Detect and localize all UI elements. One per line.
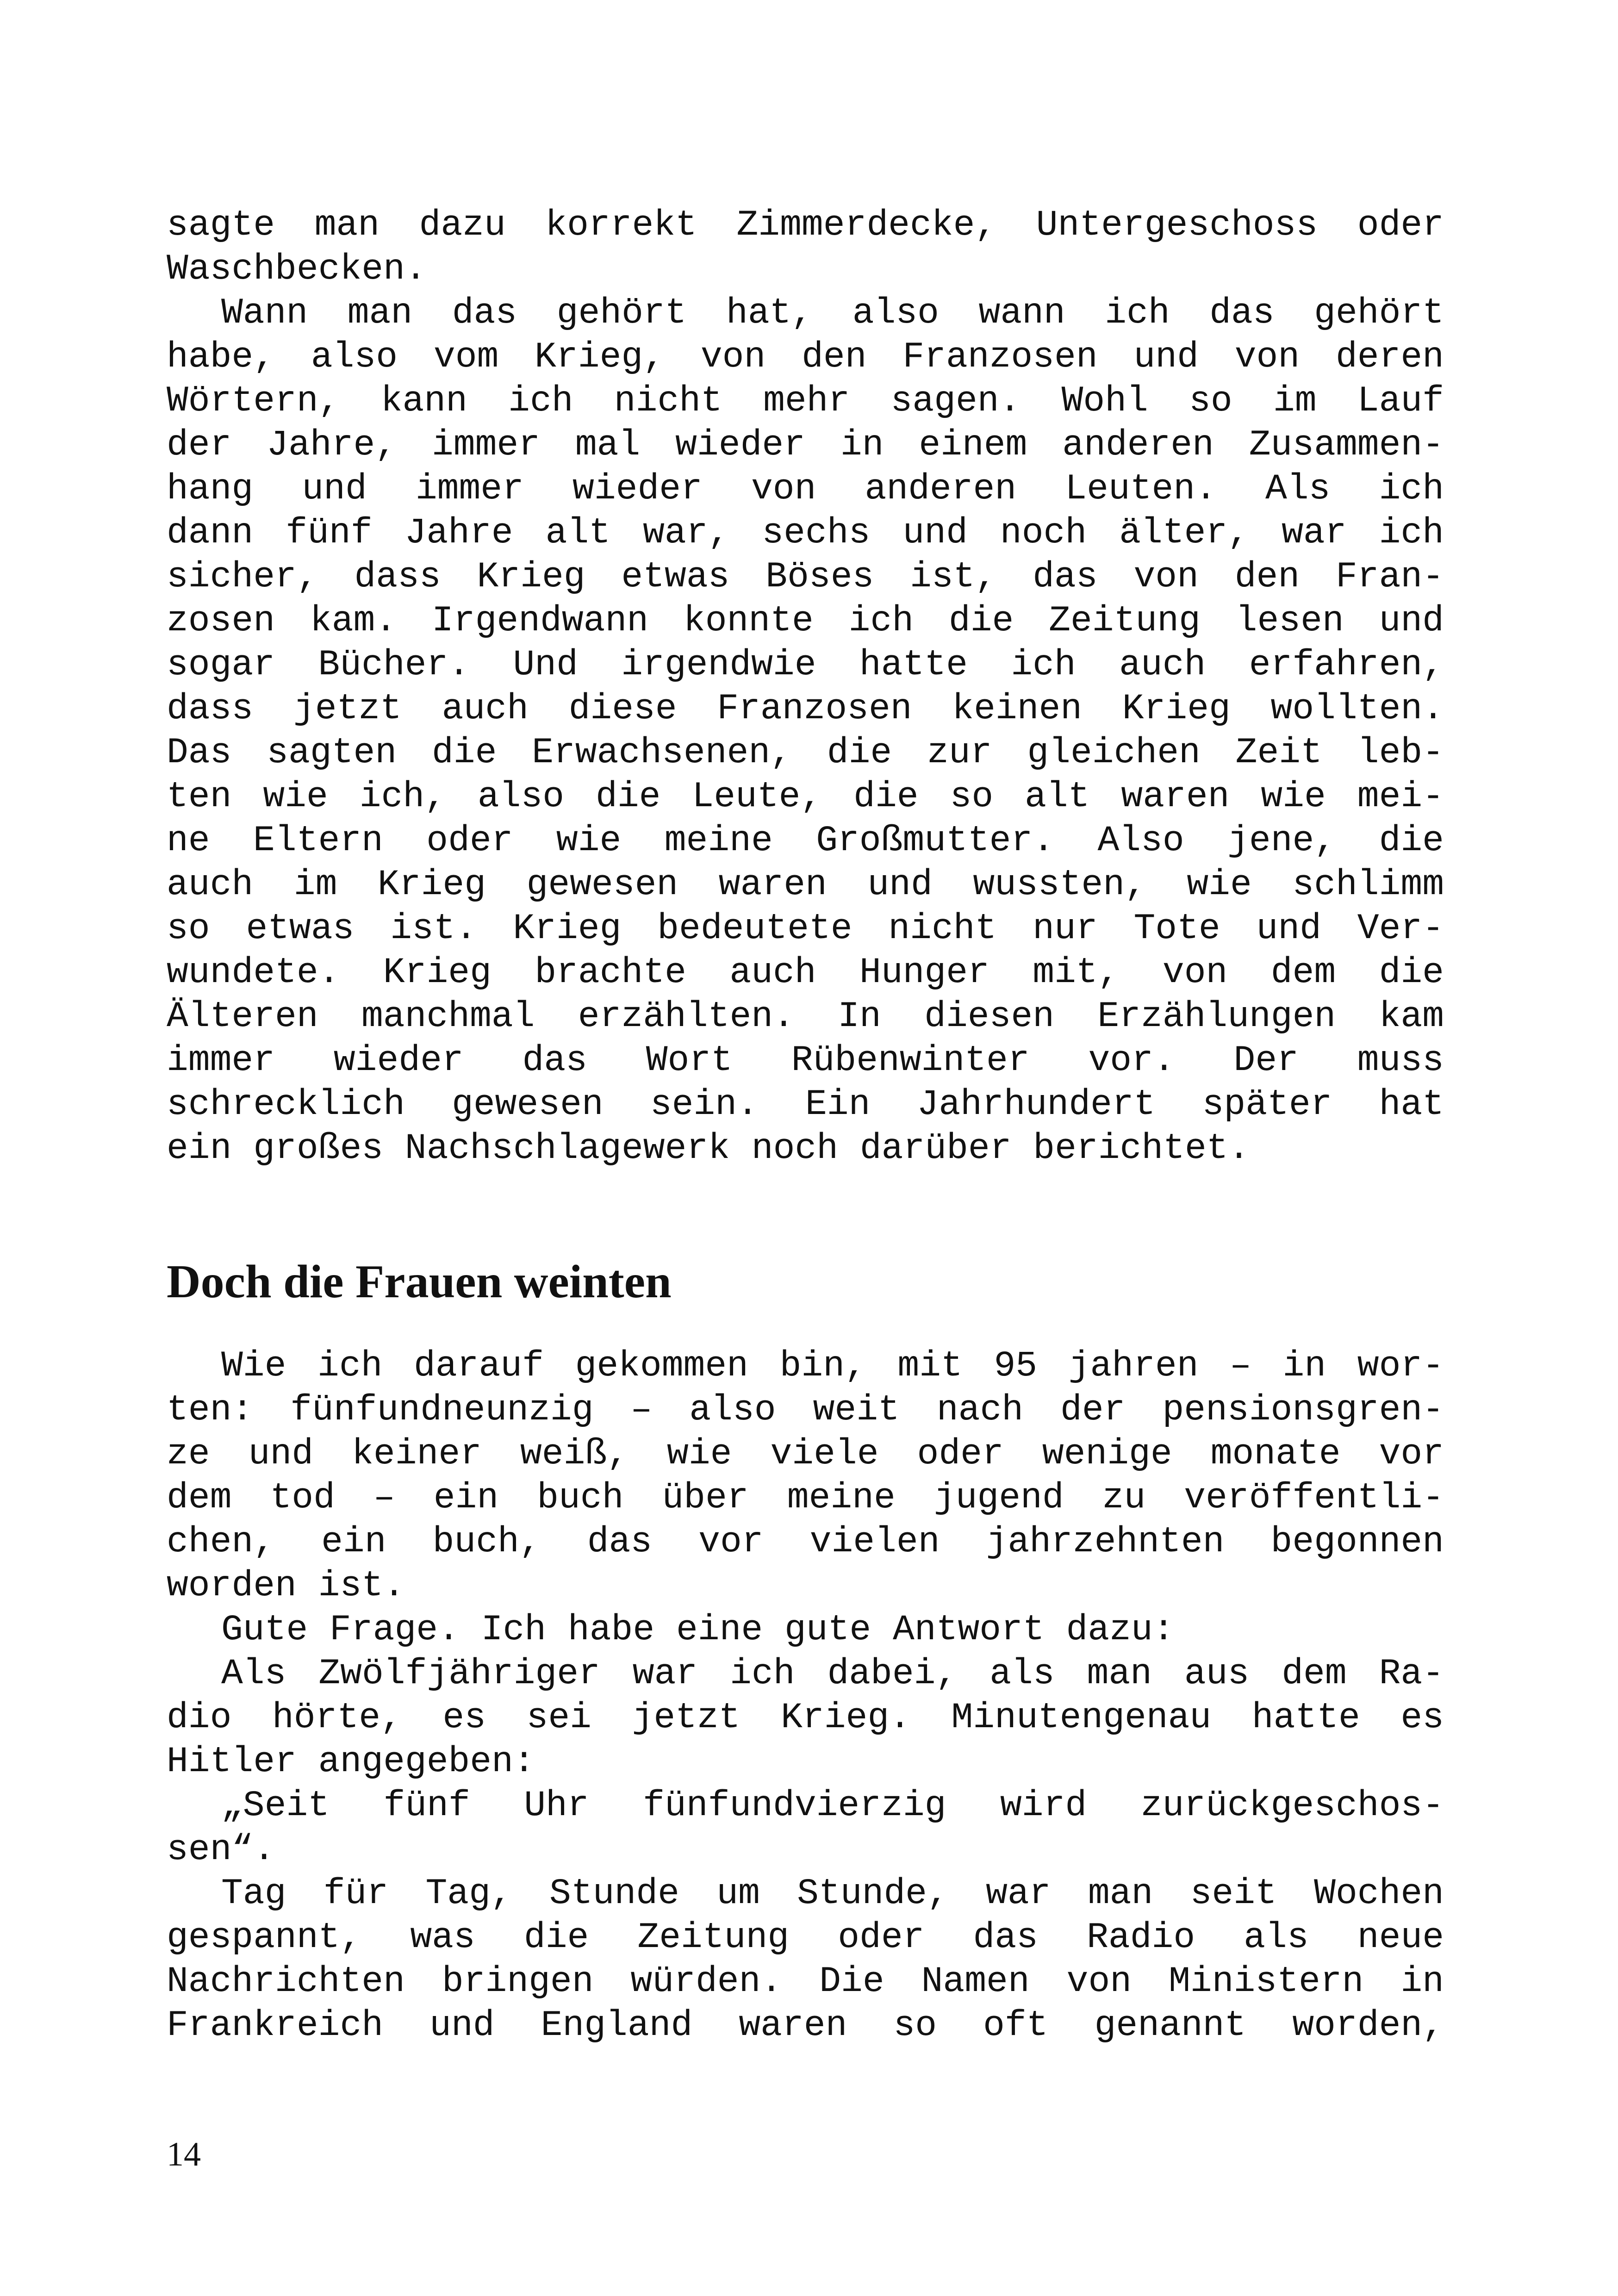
text-line: chen, ein buch, das vor vielen jahrzehnten begonnen bbox=[167, 1522, 1444, 1562]
text-line: Gute Frage. Ich habe eine gute Antwort dazu: bbox=[221, 1610, 1175, 1650]
text-line: ein großes Nachschlagewerk noch darüber berichtet. bbox=[167, 1128, 1250, 1169]
text-line: Älteren manchmal erzählten. In diesen Erzählungen kam bbox=[167, 996, 1444, 1037]
text-line: sogar Bücher. Und irgendwie hatte ich auch erfahren, bbox=[167, 645, 1444, 685]
text-line: gespannt, was die Zeitung oder das Radio als neue bbox=[167, 1917, 1444, 1958]
text-line: schrecklich gewesen sein. Ein Jahrhundert später hat bbox=[167, 1084, 1444, 1125]
text-line: habe, also vom Krieg, von den Franzosen und von deren bbox=[167, 337, 1444, 378]
text-line: dass jetzt auch diese Franzosen keinen Krieg wollten. bbox=[167, 689, 1444, 729]
text-line: Wörtern, kann ich nicht mehr sagen. Wohl so im Lauf bbox=[167, 381, 1444, 422]
text-line: Als Zwölfjähriger war ich dabei, als man aus dem Ra- bbox=[221, 1654, 1444, 1694]
text-line: ne Eltern oder wie meine Großmutter. Also jene, die bbox=[167, 821, 1444, 861]
page-number: 14 bbox=[167, 2135, 201, 2173]
text-line: sicher, dass Krieg etwas Böses ist, das von den Fran- bbox=[167, 557, 1444, 597]
text-line: Nachrichten bringen würden. Die Namen von Ministern in bbox=[167, 1961, 1444, 2002]
text-line: so etwas ist. Krieg bedeutete nicht nur Tote und Ver- bbox=[167, 908, 1444, 949]
text-line: Tag für Tag, Stunde um Stunde, war man seit Wochen bbox=[221, 1873, 1444, 1914]
text-line: dio hörte, es sei jetzt Krieg. Minutengenau hatte es bbox=[167, 1698, 1444, 1738]
text-line: Das sagten die Erwachsenen, die zur gleichen Zeit leb- bbox=[167, 733, 1444, 773]
text-line: ten wie ich, also die Leute, die so alt waren wie mei- bbox=[167, 777, 1444, 817]
text-line: ten: fünfundneunzig – also weit nach der pensionsgren- bbox=[167, 1390, 1444, 1431]
text-line: wundete. Krieg brachte auch Hunger mit, von dem die bbox=[167, 952, 1444, 993]
text-line: „Seit fünf Uhr fünfundvierzig wird zurückgeschos- bbox=[221, 1786, 1444, 1826]
text-line: Wie ich darauf gekommen bin, mit 95 jahren – in wor- bbox=[221, 1346, 1444, 1387]
text-line: Frankreich und England waren so oft genannt worden, bbox=[167, 2005, 1444, 2046]
text-line: auch im Krieg gewesen waren und wussten, wie schlimm bbox=[167, 865, 1444, 905]
text-line: Wann man das gehört hat, also wann ich das gehört bbox=[221, 293, 1444, 334]
section-heading: Doch die Frauen weinten bbox=[167, 1256, 672, 1308]
text-line: Hitler angegeben: bbox=[167, 1742, 535, 1782]
paragraph-block-2 bbox=[167, 1344, 1444, 2048]
text-line: der Jahre, immer mal wieder in einem anderen Zusammen- bbox=[167, 425, 1444, 466]
text-line: ze und keiner weiß, wie viele oder wenige monate vor bbox=[167, 1434, 1444, 1475]
text-line: dem tod – ein buch über meine jugend zu veröffentli- bbox=[167, 1478, 1444, 1518]
paragraph-block-1 bbox=[167, 204, 1444, 1171]
text-line: worden ist. bbox=[167, 1566, 405, 1606]
text-line: Waschbecken. bbox=[167, 249, 427, 290]
text-line: sen“. bbox=[167, 1829, 275, 1870]
text-line: immer wieder das Wort Rübenwinter vor. Der muss bbox=[167, 1040, 1444, 1081]
text-line: zosen kam. Irgendwann konnte ich die Zeitung lesen und bbox=[167, 601, 1444, 641]
text-line: sagte man dazu korrekt Zimmerdecke, Untergeschoss oder bbox=[167, 205, 1444, 246]
text-line: hang und immer wieder von anderen Leuten. Als ich bbox=[167, 469, 1444, 510]
text-line: dann fünf Jahre alt war, sechs und noch älter, war ich bbox=[167, 513, 1444, 554]
